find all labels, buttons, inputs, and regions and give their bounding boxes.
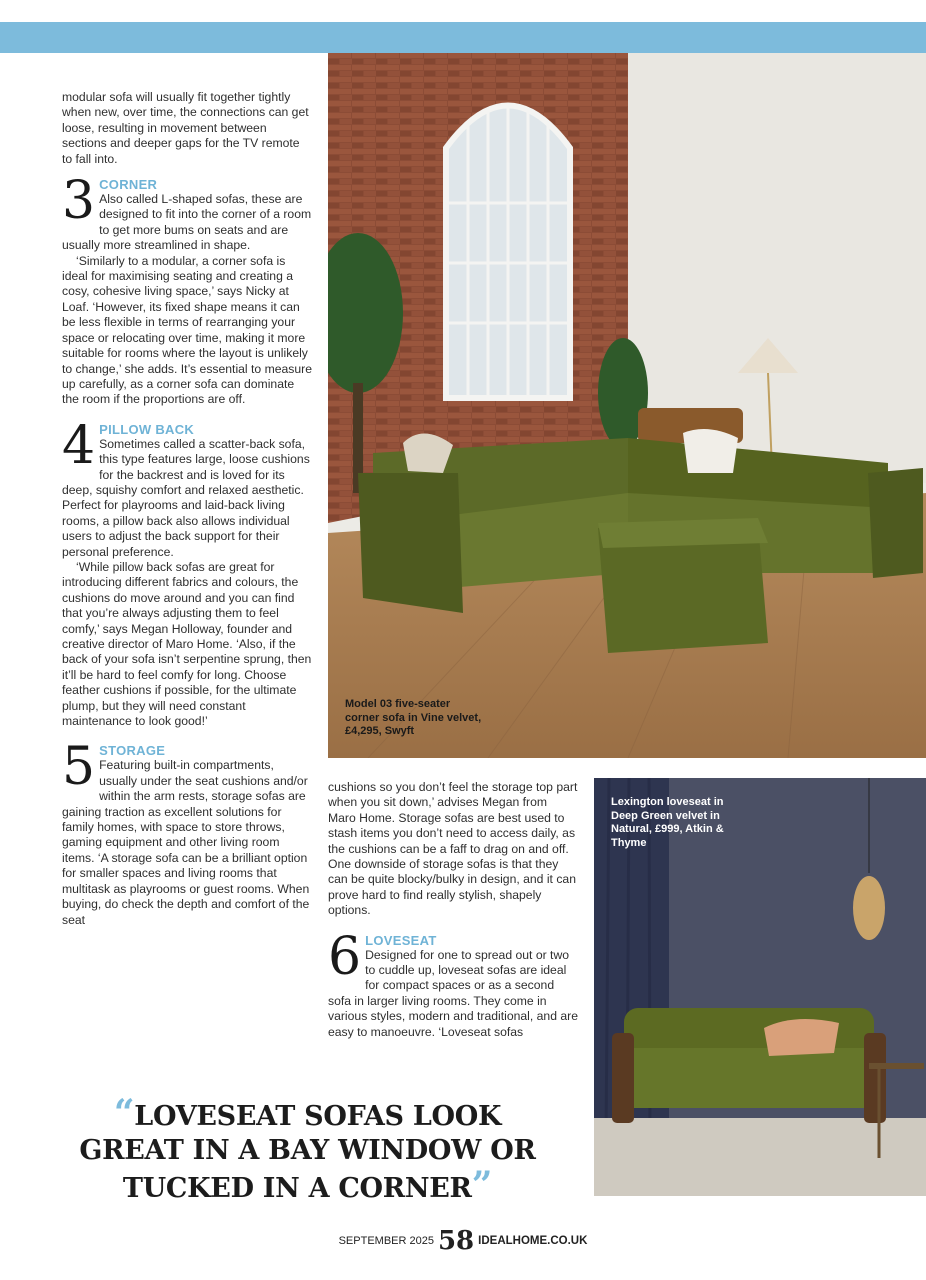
loveseat-photo-caption: Lexington loveseat in Deep Green velvet in Natural, £999, Atkin & Thyme — [611, 796, 724, 849]
pull-quote-text: LOVESEAT SOFAS LOOK GREAT IN A BAY WINDOW OR TUCKED IN A CORNER — [79, 1101, 536, 1204]
page-number: 58 — [437, 1226, 475, 1256]
section-corner — [62, 171, 312, 408]
section-number: 6 — [328, 926, 362, 987]
footer-issue-date: SEPTEMBER 2025 — [338, 1235, 434, 1247]
section-paragraph: Also called L-shaped sofas, these are designed to fit into the corner of a room to get more bums on seats and are usually more streamlined in shape. — [62, 192, 312, 253]
section-heading: CORNER — [99, 177, 158, 193]
intro-paragraph: modular sofa will usually fit together tightly when new, over time, the connections can get loose, resulting in movement between sections and deeper gaps for the TV remote to fall into. — [62, 90, 309, 166]
section-loveseat — [328, 926, 578, 1040]
right-text-column — [328, 780, 578, 1040]
section-number: 4 — [62, 415, 96, 476]
pull-quote — [60, 1092, 555, 1206]
section-heading: STORAGE — [99, 743, 166, 759]
section-storage — [62, 737, 312, 927]
section-number: 5 — [62, 737, 96, 798]
footer-website: IDEALHOME.CO.UK — [478, 1235, 588, 1247]
section-paragraph: Sometimes called a scatter-back sofa, this type features large, loose cushions for the backrest and is loved for its deep, squishy comfort and relaxed aesthetic. Perfect for playrooms and laid-back living rooms, a pillow back also allows individual users to adjust the back support for their personal preference. — [62, 436, 310, 559]
section-paragraph: ‘Similarly to a modular, a corner sofa is ideal for maximising seating and creating a cosy, cohesive living space,’ says Nicky at Loaf. ‘However, its fixed shape means it can be less flexible in terms of rearranging your space or relocating over time, making it more suitable for rooms where the layout is unlikely to change,’ she adds. It’s essential to measure up carefully, as a corner sofa can dominate the room if the proportions are off. — [62, 253, 312, 407]
section-paragraph: ‘While pillow back sofas are great for introducing different fabrics and colours, the cushions do move around and you can find that you’re always adjusting them to feel comfy,’ says Megan Holloway, founder and creative director of Maro Home. ‘Also, if the back of your sofa isn’t serpentine sprung, then it’ll be hard to feel comfy for long. Choose feather cushions if possible, for the ultimate plump, but they will need constant maintenance to look good!’ — [62, 559, 312, 729]
section-pillow-back — [62, 415, 312, 730]
main-photo-caption: Model 03 five-seater corner sofa in Vine velvet, £4,295, Swyft — [345, 698, 482, 737]
section-number: 3 — [62, 171, 96, 232]
section-paragraph: Featuring built-in compartments, usually under the seat cushions and/or within the arm rests, storage sofas are gaining traction as excellent solutions for family homes, with space to store throws, gaming equipment and other living room items. ‘A storage sofa can be a brilliant option for smaller spaces and living rooms that multitask as playrooms or guest rooms. When buying, do check the depth and comfort of the seat — [62, 758, 310, 927]
corner-sofa-illustration — [328, 53, 926, 758]
left-text-column — [62, 90, 312, 928]
corner-sofa-photo — [328, 53, 926, 758]
section-heading: PILLOW BACK — [99, 421, 195, 437]
close-quote-mark: ” — [471, 1164, 493, 1206]
top-accent-bar — [0, 22, 926, 53]
page-footer — [0, 1226, 926, 1256]
section-heading: LOVESEAT — [365, 932, 437, 948]
section-paragraph: Designed for one to spread out or two to cuddle up, loveseat sofas are ideal for compact spaces or as a second sofa in larger living rooms. They come in various styles, modern and traditional, and are easy to manoeuvre. ‘Loveseat sofas — [328, 947, 578, 1039]
continued-paragraph: cushions so you don’t feel the storage top part when you sit down,’ advises Megan from Maro Home. Storage sofas are best used to stash items you don’t need to access daily, as the cushions can be a faff to drag on and off. One downside of storage sofas is that they can be quite blocky/bulky in design, and it can prove hard to find really stylish, shapely options. — [328, 780, 578, 918]
open-quote-mark: “ — [113, 1092, 135, 1134]
